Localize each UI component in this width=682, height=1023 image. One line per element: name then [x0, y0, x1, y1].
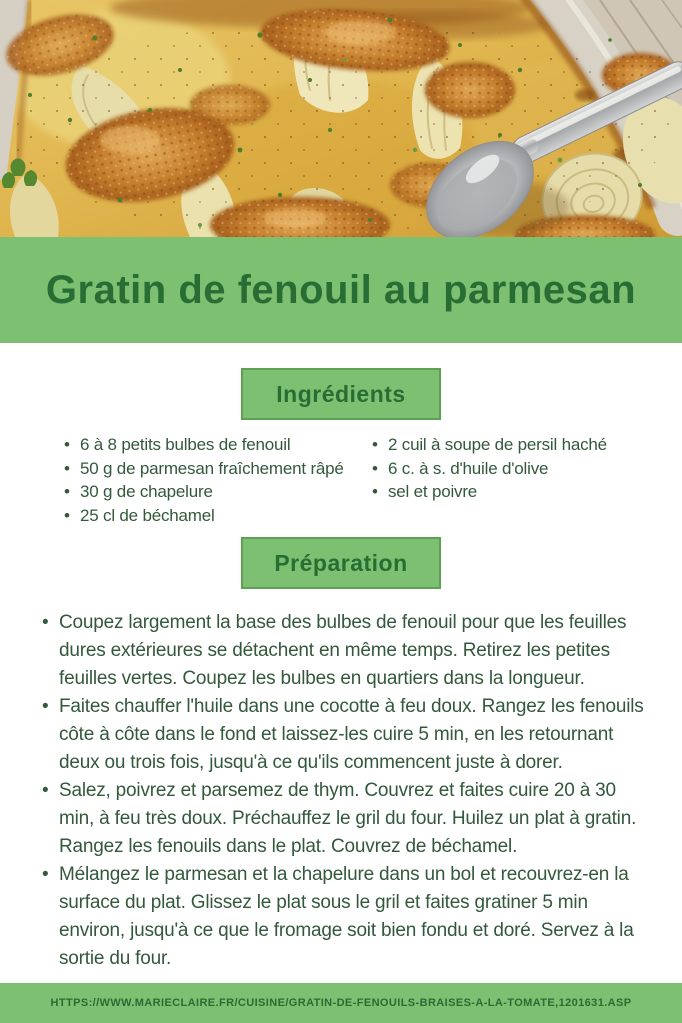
ingredients-list — [0, 433, 682, 527]
preparation-steps — [0, 609, 682, 973]
ingredients-heading-label: Ingrédients — [276, 380, 406, 407]
recipe-photo — [0, 0, 682, 237]
ingredients-heading — [241, 368, 441, 420]
preparation-step: • Salez, poivrez et parsemez de thym. Couvrez et faites cuire 20 à 30 min, à feu très doux. Préchauffez le gril du four. Huilez un plat à gratin. Rangez les fenouils dans le plat. Couvrez de béchamel. — [42, 777, 650, 861]
source-footer — [0, 983, 682, 1023]
preparation-step: • Mélangez le parmesan et la chapelure dans un bol et recouvrez-en la surface du plat. Glissez le plat sous le gril et faites gratiner 5 min environ, jusqu'à ce que le fromage soit bien fondu et doré. Servez à la sortie du four. — [42, 861, 650, 973]
preparation-heading — [241, 537, 441, 589]
ingredient-item: • 2 cuil à soupe de persil haché — [372, 433, 670, 457]
ingredient-item: • 50 g de parmesan fraîchement râpé — [64, 457, 364, 481]
ingredient-item: • 25 cl de béchamel — [64, 504, 364, 528]
preparation-heading-label: Préparation — [274, 549, 408, 576]
preparation-step: • Coupez largement la base des bulbes de fenouil pour que les feuilles dures extérieures se détachent en même temps. Retirez les petites feuilles vertes. Coupez les bulbes en quartiers dans la longueur. — [42, 609, 650, 693]
ingredient-item: • 6 à 8 petits bulbes de fenouil — [64, 433, 364, 457]
page-title: Gratin de fenouil au parmesan — [45, 267, 637, 312]
ingredient-item: • sel et poivre — [372, 480, 670, 504]
source-url: HTTPS://WWW.MARIECLAIRE.FR/CUISINE/GRATIN-DE-FENOUILS-BRAISES-A-LA-TOMATE,1201631.ASP — [50, 997, 632, 1009]
preparation-step: • Faites chauffer l'huile dans une cocotte à feu doux. Rangez les fenouils côte à côte dans le fond et laissez-les cuire 5 min, en les retournant deux ou trois fois, jusqu'à ce qu'ils commencent juste à dorer. — [42, 693, 650, 777]
fennel-gratin-illustration — [0, 0, 682, 237]
ingredient-item: • 30 g de chapelure — [64, 480, 364, 504]
ingredient-item: • 6 c. à s. d'huile d'olive — [372, 457, 670, 481]
ingredients-column-right — [372, 433, 670, 527]
title-banner — [0, 237, 682, 343]
ingredients-column-left — [64, 433, 364, 527]
